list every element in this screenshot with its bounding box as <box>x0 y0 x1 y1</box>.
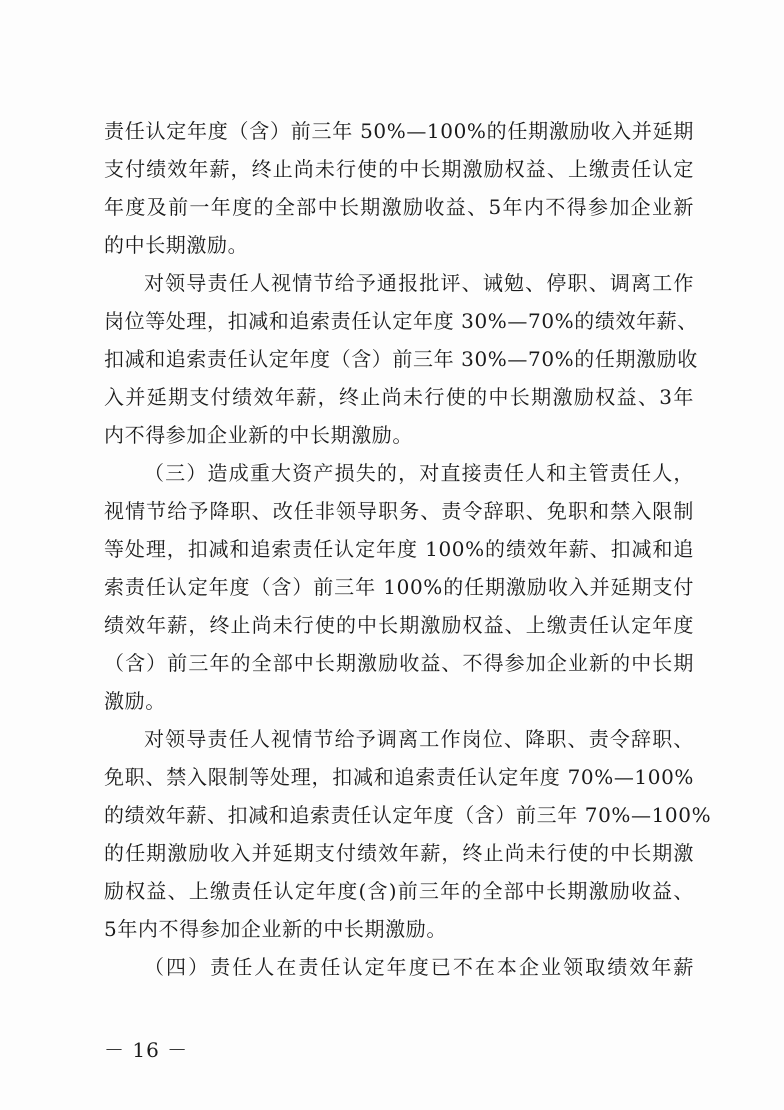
paragraph-first-line: （三）造成重大资产损失的，对直接责任人和主管责任人， <box>144 461 694 485</box>
text-line: 的绩效年薪、扣减和追索责任认定年度（含）前三年 70%—100% <box>104 803 712 827</box>
text-line: 支付绩效年薪，终止尚未行使的中长期激励权益、上缴责任认定 <box>104 157 694 181</box>
body-text <box>104 112 712 986</box>
text-line: 绩效年薪，终止尚未行使的中长期激励权益、上缴责任认定年度 <box>104 613 694 637</box>
text-line: 索责任认定年度（含）前三年 100%的任期激励收入并延期支付 <box>104 575 694 599</box>
text-line: 扣减和追索责任认定年度（含）前三年 30%—70%的任期激励收 <box>104 347 698 371</box>
page-number: － 16 － <box>104 1038 189 1062</box>
paragraph-first-line: 对领导责任人视情节给予调离工作岗位、降职、责令辞职、 <box>144 727 694 751</box>
text-line: 5年内不得参加企业新的中长期激励。 <box>104 917 447 941</box>
text-line: 责任认定年度（含）前三年 50%—100%的任期激励收入并延期 <box>104 119 694 143</box>
text-line: 免职、禁入限制等处理，扣减和追索责任认定年度 70%—100% <box>104 765 694 789</box>
text-line: 励权益、上缴责任认定年度(含)前三年的全部中长期激励收益、 <box>104 879 694 903</box>
text-line: 年度及前一年度的全部中长期激励收益、5年内不得参加企业新 <box>104 195 694 219</box>
text-line: （含）前三年的全部中长期激励收益、不得参加企业新的中长期 <box>104 651 694 675</box>
text-line: 岗位等处理，扣减和追索责任认定年度 30%—70%的绩效年薪、 <box>104 309 698 333</box>
text-line: 的中长期激励。 <box>104 233 249 257</box>
paragraph-first-line: 对领导责任人视情节给予通报批评、诫勉、停职、调离工作 <box>144 271 694 295</box>
text-line: 激励。 <box>104 689 166 713</box>
text-line: 等处理，扣减和追索责任认定年度 100%的绩效年薪、扣减和追 <box>104 537 694 561</box>
text-line: 内不得参加企业新的中长期激励。 <box>104 423 413 447</box>
text-line: 视情节给予降职、改任非领导职务、责令辞职、免职和禁入限制 <box>104 499 694 523</box>
text-line: 入并延期支付绩效年薪，终止尚未行使的中长期激励权益、3年 <box>104 385 694 409</box>
text-line: 的任期激励收入并延期支付绩效年薪，终止尚未行使的中长期激 <box>104 841 694 865</box>
paragraph-first-line: （四）责任人在责任认定年度已不在本企业领取绩效年薪 <box>144 955 694 979</box>
